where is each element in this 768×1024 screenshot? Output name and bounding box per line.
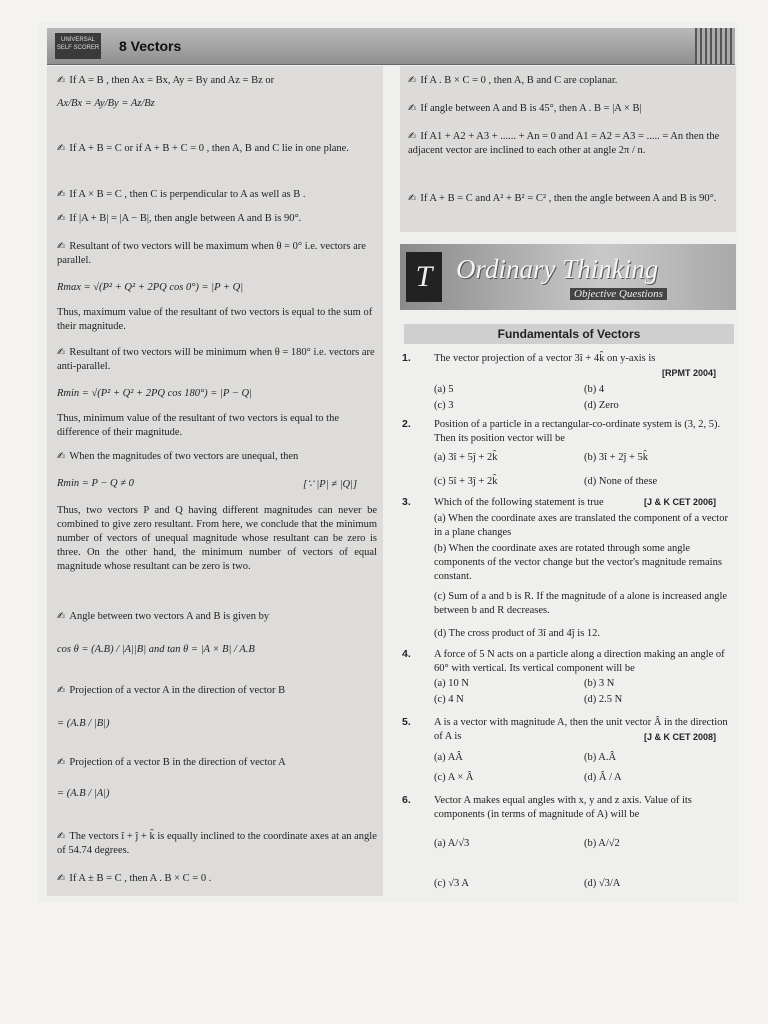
option[interactable]: (d) 2.5 N	[584, 694, 623, 705]
option[interactable]: (d) Â / A	[584, 772, 622, 783]
question-text: Position of a particle in a rectangular-co-ordinate system is (3, 2, 5). Then its position vector will be	[434, 419, 721, 444]
pen-icon: ✍	[57, 143, 66, 154]
pen-icon: ✍	[57, 241, 66, 252]
pen-icon: ✍	[408, 75, 417, 86]
option[interactable]: (a) 5	[434, 384, 454, 395]
note-perpendicular: ✍ If A × B = C , then C is perpendicular to A as well as B .	[57, 189, 306, 200]
question-text: Which of the following statement is true	[434, 497, 604, 508]
section-heading: Fundamentals of Vectors	[404, 324, 734, 344]
note-90-degrees: ✍ If |A + B| = |A − B|, then angle between A and B is 90°.	[57, 213, 302, 224]
banner-subtitle: Objective Questions	[570, 288, 667, 300]
banner-letter: T	[406, 252, 442, 302]
formula-reason: [∵ |P| ≠ |Q|]	[303, 479, 358, 490]
option[interactable]: (c) 5î + 3ĵ + 2k̂	[434, 476, 498, 487]
pen-icon: ✍	[57, 873, 66, 884]
note-unequal: ✍ When the magnitudes of two vectors are unequal, then	[57, 451, 299, 462]
option[interactable]: (a) AÂ	[434, 752, 463, 763]
note-equally-inclined: ✍ The vectors î + ĵ + k̂ is equally inclined to the coordinate axes at an angle of 54.74 degrees.	[57, 831, 377, 856]
option[interactable]: (d) √3/A	[584, 878, 621, 889]
option[interactable]: (c) √3 A	[434, 878, 469, 889]
ordinary-thinking-banner	[400, 244, 736, 310]
note-triple-product: ✍ If A ± B = C , then A . B × C = 0 .	[57, 873, 212, 884]
formula-rmin-nonzero: Rmin = P − Q ≠ 0	[57, 478, 134, 489]
option[interactable]: (a) A/√3	[434, 838, 470, 849]
question-number: 1.	[402, 352, 411, 364]
formula-rmax: Rmax = √(P² + Q² + 2PQ cos 0°) = |P + Q|	[57, 282, 244, 293]
option[interactable]: (a) 10 N	[434, 678, 469, 689]
option[interactable]: (c) 3	[434, 400, 454, 411]
left-column	[47, 66, 383, 896]
note-min-conclusion: Thus, minimum value of the resultant of two vectors is equal to the difference of their magnitude.	[57, 413, 339, 438]
banner-title: Ordinary Thinking	[456, 254, 659, 284]
option[interactable]: (d) Zero	[584, 400, 619, 411]
pen-icon: ✍	[57, 189, 66, 200]
option[interactable]: (b) 4	[584, 384, 605, 395]
note-angle-between: ✍ Angle between two vectors A and B is given by	[57, 611, 270, 622]
note-max-conclusion: Thus, maximum value of the resultant of two vectors is equal to the sum of their magnitude.	[57, 307, 373, 332]
formula-rmin: Rmin = √(P² + Q² + 2PQ cos 180°) = |P − Q|	[57, 388, 252, 399]
note-coplanar: ✍ If A + B = C or if A + B + C = 0 , then A, B and C lie in one plane.	[57, 143, 349, 154]
formula-projection-b-on-a: = (A.B / |A|)	[57, 788, 110, 799]
note-polygon-vectors: ✍ If A1 + A2 + A3 + ...... + An = 0 and A1 = A2 = A3 = ..... = An then the adjacent vector are inclined to each other at angle 2π / n.	[408, 131, 720, 156]
note-projection-b-on-a: ✍ Projection of a vector B in the direction of vector A	[57, 757, 286, 768]
pen-icon: ✍	[408, 103, 417, 114]
pen-icon: ✍	[57, 75, 66, 86]
note-45-degrees: ✍ If angle between A and B is 45°, then A . B = |A × B|	[408, 103, 642, 114]
right-column	[400, 66, 736, 896]
option[interactable]: (b) A.Â	[584, 752, 617, 763]
pen-icon: ✍	[57, 451, 66, 462]
option[interactable]: (d) The cross product of 3î and 4ĵ is 12.	[434, 628, 601, 639]
option[interactable]: (d) None of these	[584, 476, 658, 487]
option[interactable]: (b) When the coordinate axes are rotated through some angle components of the vector change but the vector's magnitude remains constant.	[434, 543, 722, 582]
option[interactable]: (c) 4 N	[434, 694, 464, 705]
question-source: [J & K CET 2008]	[644, 732, 717, 742]
chapter-title: 8 Vectors	[119, 38, 182, 54]
option[interactable]: (c) A × Â	[434, 772, 474, 783]
right-notes-box	[400, 66, 736, 232]
question-text: A is a vector with magnitude A, then the unit vector Â in the direction of A is	[434, 717, 728, 742]
formula-projection-a-on-b: = (A.B / |B|)	[57, 718, 110, 729]
pen-icon: ✍	[57, 757, 66, 768]
chapter-header	[47, 28, 735, 65]
note-min-resultant: ✍ Resultant of two vectors will be minimum when θ = 180° i.e. vectors are anti-parallel.	[57, 347, 375, 372]
option[interactable]: (b) 3 N	[584, 678, 615, 689]
question-number: 6.	[402, 794, 411, 806]
option[interactable]: (a) 3î + 5ĵ + 2k̂	[434, 452, 498, 463]
question-source: [RPMT 2004]	[662, 368, 717, 378]
note-pythagoras: ✍ If A + B = C and A² + B² = C² , then the angle between A and B is 90°.	[408, 193, 717, 204]
header-stripes	[695, 28, 735, 64]
pen-icon: ✍	[57, 347, 66, 358]
pen-icon: ✍	[57, 213, 66, 224]
formula-component-ratio: Ax/Bx = Ay/By = Az/Bz	[57, 98, 155, 109]
question-text: A force of 5 N acts on a particle along a direction making an angle of 60° with vertical. Its vertical component will be	[434, 649, 725, 674]
question-text: The vector projection of a vector 3î + 4k̂ on y-axis is	[434, 353, 656, 364]
pen-icon: ✍	[57, 831, 66, 842]
note-min-number-vectors: Thus, two vectors P and Q having different magnitudes can never be combined to give zero resultant. From here, we conclude that the minimum number of vectors of unequal magnitude whose resultant can be zero is three. On the other hand, the minimum number of vectors of equal magnitude whose resultant can be zero is two.	[57, 505, 377, 572]
option[interactable]: (b) A/√2	[584, 838, 620, 849]
question-number: 5.	[402, 716, 411, 728]
question-source: [J & K CET 2006]	[644, 497, 717, 507]
note-equal-vectors: ✍ If A = B , then Ax = Bx, Ay = By and Az = Bz or	[57, 75, 275, 86]
note-projection-a-on-b: ✍ Projection of a vector A in the direction of vector B	[57, 685, 286, 696]
pen-icon: ✍	[408, 131, 417, 142]
pen-icon: ✍	[57, 685, 66, 696]
option[interactable]: (c) Sum of a and b is R. If the magnitude of a alone is increased angle between b and R decreases.	[434, 591, 728, 616]
question-text: Vector A makes equal angles with x, y and z axis. Value of its components (in terms of magnitude of A) will be	[434, 795, 692, 820]
question-number: 3.	[402, 496, 411, 508]
option[interactable]: (a) When the coordinate axes are translated the component of a vector in a plane changes	[434, 513, 728, 538]
question-number: 2.	[402, 418, 411, 430]
note-coplanar-triple: ✍ If A . B × C = 0 , then A, B and C are coplanar.	[408, 75, 618, 86]
pen-icon: ✍	[408, 193, 417, 204]
pen-icon: ✍	[57, 611, 66, 622]
question-number: 4.	[402, 648, 411, 660]
option[interactable]: (b) 3î + 2ĵ + 5k̂	[584, 452, 649, 463]
note-max-resultant: ✍ Resultant of two vectors will be maximum when θ = 0° i.e. vectors are parallel.	[57, 241, 366, 266]
formula-angle: cos θ = (A.B) / |A||B| and tan θ = |A × B| / A.B	[57, 644, 255, 655]
publisher-logo: UNIVERSAL SELF SCORER	[55, 33, 101, 59]
